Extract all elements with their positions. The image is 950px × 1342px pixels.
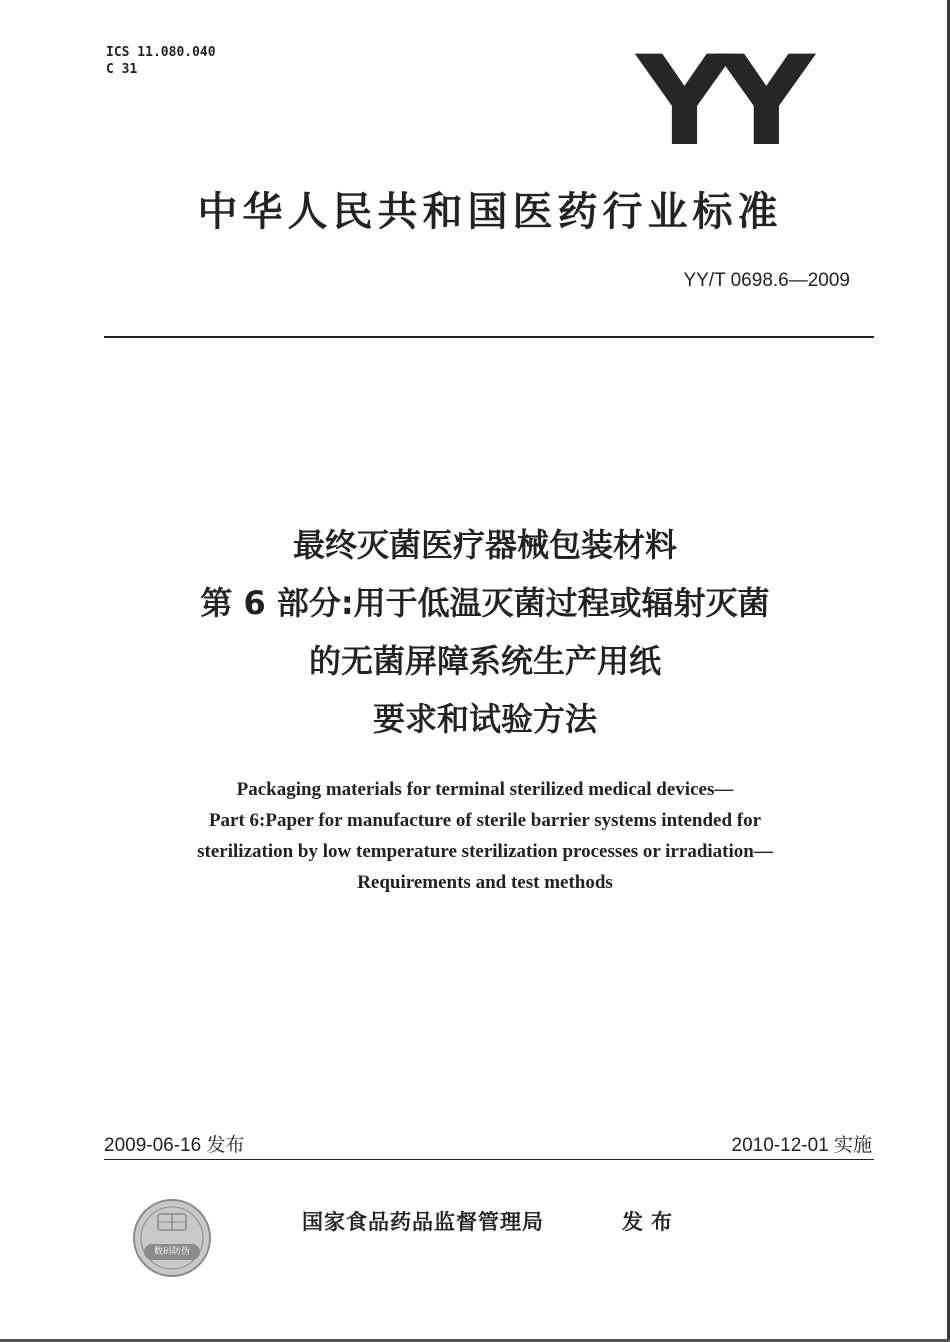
english-title-line-2: Part 6:Paper for manufacture of sterile barrier systems intended for [208,810,762,831]
standard-number: YY/T 0698.6—2009 [683,270,850,291]
org-title: 中华人民共和国医药行业标准 [197,189,783,235]
ccs-code: C 31 [106,62,138,77]
yy-logo: YY [636,30,800,174]
classification-codes [106,44,216,78]
english-title-line-4: Requirements and test methods [357,872,613,893]
seal-label: 数码防伪 [153,1247,190,1257]
footer-divider [104,1159,874,1160]
chinese-title-line-1: 最终灭菌医疗器械包装材料 [292,526,677,564]
anti-counterfeit-seal [132,1198,212,1278]
issuer-action: 发布 [622,1210,680,1234]
english-title-line-1: Packaging materials for terminal sterilized medical devices— [236,779,734,800]
chinese-title-line-2: 第 6 部分:用于低温灭菌过程或辐射灭菌 [200,584,770,622]
header-divider [104,336,874,338]
issuing-authority: 国家食品药品监督管理局 [302,1210,544,1234]
chinese-title-line-4: 要求和试验方法 [372,700,597,738]
issue-date: 2009-06-16 发布 [104,1135,245,1156]
chinese-title [60,516,910,748]
implementation-date: 2010-12-01 实施 [731,1135,872,1156]
chinese-title-line-3: 的无菌屏障系统生产用纸 [308,642,661,680]
english-title [60,774,910,898]
english-title-line-3: sterilization by low temperature sterilization processes or irradiation— [197,841,773,862]
ics-code: ICS 11.080.040 [106,45,216,60]
